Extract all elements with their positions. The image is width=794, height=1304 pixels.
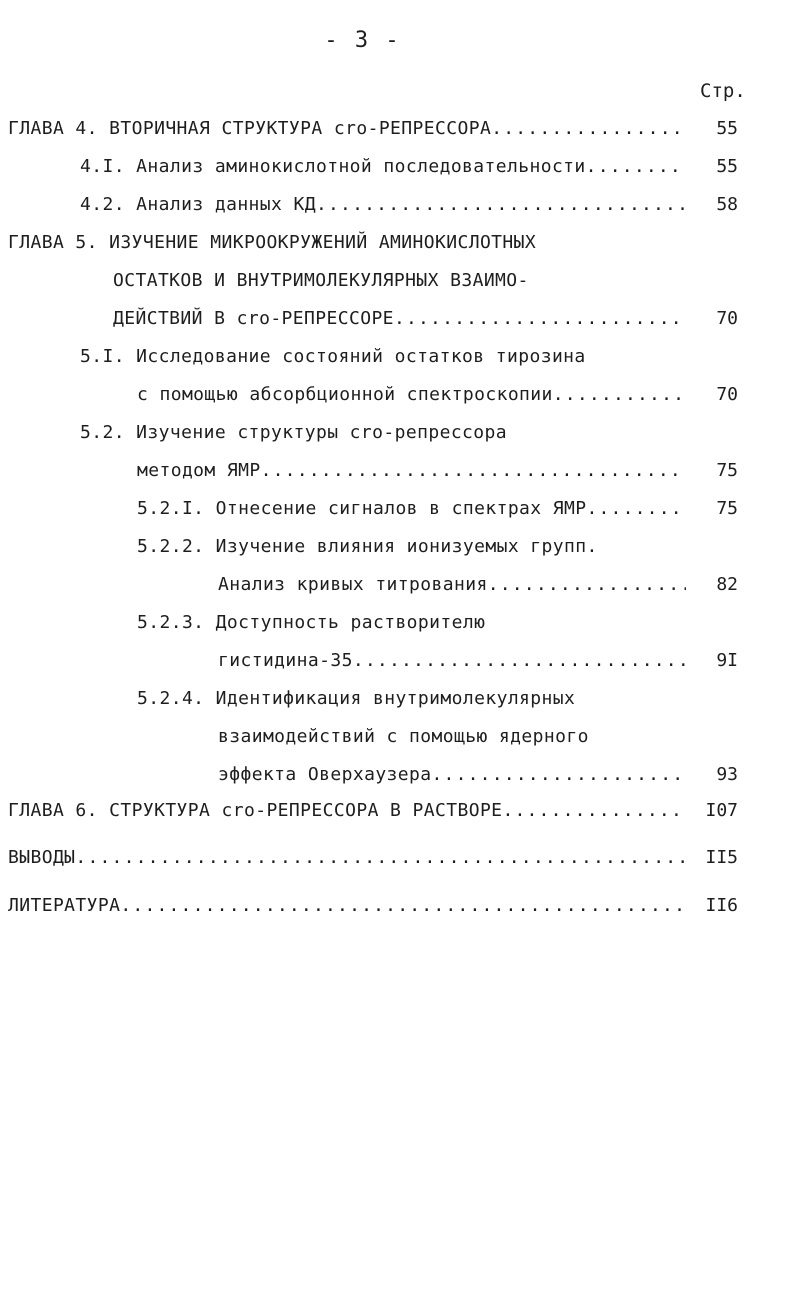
dot-leader bbox=[432, 763, 686, 787]
dot-leader bbox=[488, 573, 686, 597]
toc-entry-text: ДЕЙСТВИЙ В cro-РЕПРЕССОРЕ bbox=[113, 308, 394, 329]
toc-entry-page: II6 bbox=[705, 895, 738, 916]
toc-entry-text: гистидина-35 bbox=[218, 650, 353, 671]
toc-entry-chapter-5-end bbox=[113, 307, 690, 331]
toc-entry-conclusions bbox=[8, 846, 690, 870]
toc-entry-section-5-2-4-end bbox=[218, 763, 690, 787]
dot-leader bbox=[394, 307, 686, 331]
toc-entry-page: 82 bbox=[716, 574, 738, 595]
dot-leader bbox=[586, 497, 686, 521]
dot-leader bbox=[553, 383, 686, 407]
toc-entry-page: 70 bbox=[716, 308, 738, 329]
toc-entry-page: 75 bbox=[716, 498, 738, 519]
toc-entry-page: 55 bbox=[716, 156, 738, 177]
toc-entry-text: Анализ кривых титрования bbox=[218, 574, 488, 595]
toc-entry-chapter-6 bbox=[8, 799, 690, 823]
toc-entry-page: II5 bbox=[705, 847, 738, 868]
toc-entry-section-5-1: 5.I. Исследование состояний остатков тирозина bbox=[80, 346, 586, 367]
toc-entry-text: ВЫВОДЫ bbox=[8, 847, 76, 868]
toc-entry-text: эффекта Оверхаузера bbox=[218, 764, 432, 785]
toc-entry-section-5-2-3: 5.2.3. Доступность растворителю bbox=[137, 612, 486, 633]
toc-entry-section-5-1-cont bbox=[137, 383, 690, 407]
toc-entry-section-4-2 bbox=[80, 193, 690, 217]
toc-entry-section-5-2-2-cont bbox=[218, 573, 690, 597]
toc-entry-references bbox=[8, 894, 690, 918]
toc-entry-text: ГЛАВА 6. СТРУКТУРА cro-РЕПРЕССОРА В РАСТВОРЕ bbox=[8, 800, 503, 821]
toc-entry-chapter-5-cont: ОСТАТКОВ И ВНУТРИМОЛЕКУЛЯРНЫХ ВЗАИМО- bbox=[113, 270, 529, 291]
toc-entry-section-5-2-3-cont bbox=[218, 649, 690, 673]
toc-entry-page: 55 bbox=[716, 118, 738, 139]
page-column-header: Стр. bbox=[700, 80, 746, 102]
dot-leader bbox=[502, 799, 686, 823]
toc-entry-page: I07 bbox=[705, 800, 738, 821]
toc-entry-section-4-1 bbox=[80, 155, 690, 179]
toc-entry-text: ГЛАВА 4. ВТОРИЧНАЯ СТРУКТУРА cro-РЕПРЕССОРА bbox=[8, 118, 492, 139]
toc-entry-text: с помощью абсорбционной спектроскопии bbox=[137, 384, 553, 405]
dot-leader bbox=[316, 193, 686, 217]
toc-entry-section-5-2-cont bbox=[137, 459, 690, 483]
dot-leader bbox=[353, 649, 686, 673]
toc-entry-page: 70 bbox=[716, 384, 738, 405]
toc-entry-page: 93 bbox=[716, 764, 738, 785]
toc-entry-section-5-2-1 bbox=[137, 497, 690, 521]
toc-entry-page: 58 bbox=[716, 194, 738, 215]
toc-entry-page: 9I bbox=[716, 650, 738, 671]
toc-entry-section-5-2-4: 5.2.4. Идентификация внутримолекулярных bbox=[137, 688, 576, 709]
toc-entry-section-5-2-4-cont: взаимодействий с помощью ядерного bbox=[218, 726, 589, 747]
toc-entry-section-5-2-2: 5.2.2. Изучение влияния ионизуемых групп. bbox=[137, 536, 598, 557]
toc-entry-chapter-5: ГЛАВА 5. ИЗУЧЕНИЕ МИКРООКРУЖЕНИЙ АМИНОКИСЛОТНЫХ bbox=[8, 232, 537, 253]
toc-entry-text: 4.2. Анализ данных КД bbox=[80, 194, 316, 215]
toc-entry-text: 5.2.I. Отнесение сигналов в спектрах ЯМР bbox=[137, 498, 587, 519]
dot-leader bbox=[75, 846, 686, 870]
toc-entry-text: 4.I. Анализ аминокислотной последовательности bbox=[80, 156, 586, 177]
toc-entry-section-5-2: 5.2. Изучение структуры cro-репрессора bbox=[80, 422, 508, 443]
dot-leader bbox=[261, 459, 686, 483]
toc-entry-text: ЛИТЕРАТУРА bbox=[8, 895, 121, 916]
dot-leader bbox=[586, 155, 686, 179]
page-number: - 3 - bbox=[324, 28, 401, 53]
toc-entry-page: 75 bbox=[716, 460, 738, 481]
dot-leader bbox=[491, 117, 686, 141]
toc-entry-text: методом ЯМР bbox=[137, 460, 261, 481]
dot-leader bbox=[120, 894, 686, 918]
toc-entry-chapter-4 bbox=[8, 117, 690, 141]
